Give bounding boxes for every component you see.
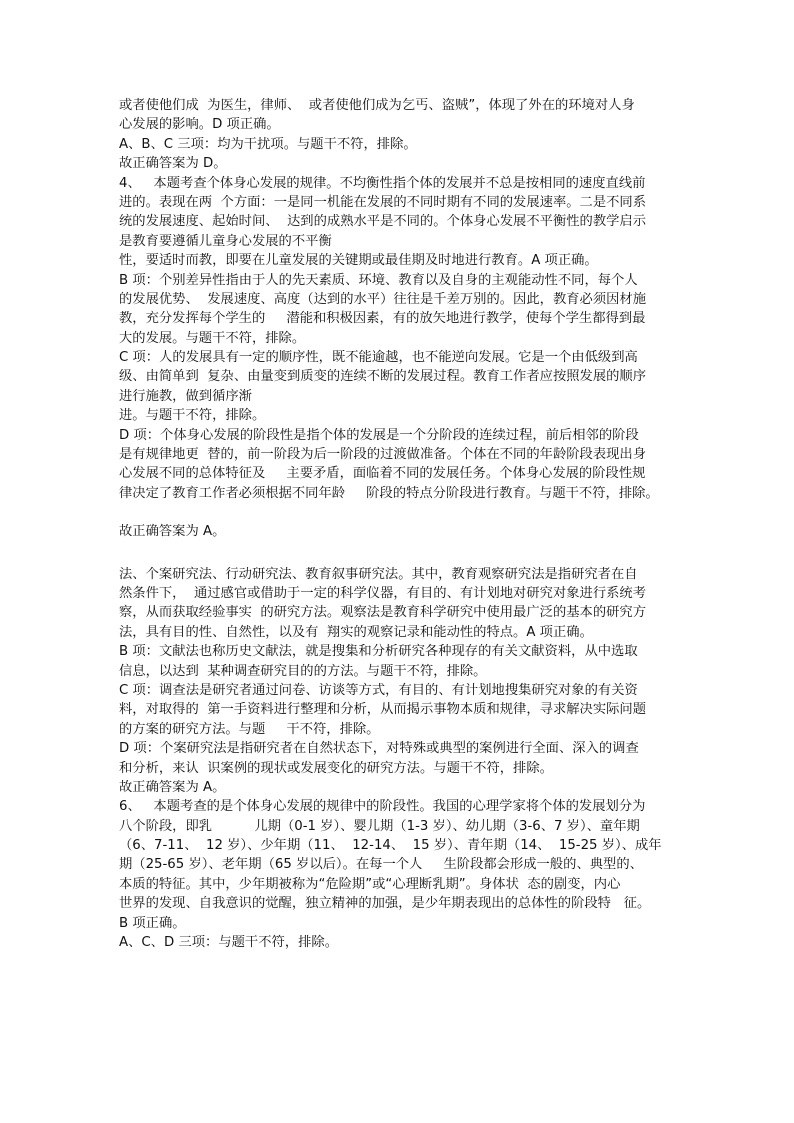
text-line: 本质的特征。其中，少年期被称为“危险期”或“心理断乳期”。身体状 态的剧变，内心	[119, 876, 621, 892]
text-line: 是教育要遵循儿童身心发展的不平衡	[119, 233, 332, 249]
text-line: 大的发展。与题干不符，排除。	[119, 330, 306, 346]
text-line: 心发展的影响。D 项正确。	[119, 117, 280, 133]
text-line: 察，从而获取经验事实 的研究方法。观察法是教育科学研究中使用最广泛的基本的研究方	[119, 605, 647, 621]
text-line: 的方案的研究方法。与题 干不符，排除。	[119, 721, 380, 737]
blank-line	[119, 503, 689, 522]
text-line: 信息，以达到 某种调查研究目的的方法。与题干不符，排除。	[119, 663, 487, 679]
text-line: D 项：个体身心发展的阶段性是指个体的发展是一个分阶段的连续过程，前后相邻的阶段	[119, 427, 639, 443]
text-line: 性，要适时而教，即要在儿童发展的关键期或最佳期及时地进行教育。A 项正确。	[119, 253, 598, 269]
text-line: 是有规律地更 替的，前一阶段为后一阶段的过渡做准备。个体在不同的年龄阶段表现出身	[119, 447, 647, 463]
text-line: 法，具有目的性、自然性，以及有 翔实的观察记录和能动性的特点。A 项正确。	[119, 624, 593, 640]
text-line: D 项：个案研究法是指研究者在自然状态下，对特殊或典型的案例进行全面、深入的调查	[119, 741, 639, 757]
text-line: 然条件下， 通过感官或借助于一定的科学仪器，有目的、有计划地对研究对象进行系统考	[119, 585, 647, 601]
text-line: 4、 本题考查个体身心发展的规律。不均衡性指个体的发展并不总是按相同的速度直线前	[119, 175, 646, 191]
text-line: B 项：个别差异性指由于人的先天素质、环境、教育以及自身的主观能动性不同，每个人	[119, 272, 638, 288]
text-line: 心发展不同的总体特征及 主要矛盾，面临着不同的发展任务。个体身心发展的阶段性规	[119, 466, 646, 482]
text-line: 和分析，来认 识案例的现状或发展变化的研究方法。与题干不符，排除。	[119, 760, 553, 776]
text-line: 进的。表现在两 个方面：一是同一机能在发展的不同时期有不同的发展速率。二是不同系	[119, 194, 647, 210]
answer-block-2	[119, 565, 689, 953]
text-line: 世界的发现、自我意识的觉醒，独立精神的加强，是少年期表现出的总体性的阶段特 征。	[119, 896, 651, 912]
answer-block-1	[119, 96, 689, 503]
text-line: 进行施教，做到循序渐	[119, 388, 252, 404]
text-line: 级、由简单到 复杂、由量变到质变的连续不断的发展过程。教育工作者应按照发展的顺序	[119, 369, 647, 385]
text-line: 故正确答案为 A。	[119, 779, 226, 795]
text-line: 期（25-65 岁）、老年期（65 岁以后）。在每一个人 生阶段都会形成一般的、典型的、	[119, 857, 643, 873]
text-line: （6、7-11、 12 岁）、少年期（11、 12-14、 15 岁）、青年期（14、 15-25 岁）、成年	[119, 838, 662, 854]
text-line: A、B、C 三项：均为干扰项。与题干不符，排除。	[119, 136, 417, 152]
text-line: 进。与题干不符，排除。	[119, 408, 266, 424]
text-line: 或者使他们成 为医生，律师、 或者使他们成为乞丐、盗贼”，体现了外在的环境对人身	[119, 98, 635, 113]
text-line: 料，对取得的 第一手资料进行整理和分析，从而揭示事物本质和规律，寻求解决实际问题	[119, 702, 647, 718]
text-line: A、C、D 三项：与题干不符，排除。	[119, 935, 339, 951]
answer-line-a: 故正确答案为 A。	[119, 524, 226, 540]
text-line: C 项：调查法是研究者通过问卷、访谈等方式，有目的、有计划地搜集研究对象的有关资	[119, 682, 638, 698]
blank-line	[119, 542, 689, 561]
text-line: 教，充分发挥每个学生的 潜能和积极因素，有的放矢地进行教学，使每个学生都得到最	[119, 311, 646, 327]
text-line: 统的发展速度、起始时间、 达到的成熟水平是不同的。个体身心发展不平衡性的教学启示	[119, 214, 647, 230]
text-line: 律决定了教育工作者必须根据不同年龄 阶段的特点分阶段进行教育。与题干不符，排除。	[119, 485, 659, 501]
text-line: C 项：人的发展具有一定的顺序性，既不能逾越，也不能逆向发展。它是一个由低级到高	[119, 350, 638, 366]
text-line: 法、个案研究法、行动研究法、教育叙事研究法。其中，教育观察研究法是指研究者在自	[119, 566, 638, 582]
text-line: 八个阶段，即乳 儿期（0-1 岁）、婴儿期（1-3 岁）、幼儿期（3-6、7 岁）、童年期	[119, 818, 640, 834]
text-line: 6、 本题考查的是个体身心发展的规律中的阶段性。我国的心理学家将个体的发展划分为	[119, 799, 646, 815]
document-body	[119, 96, 689, 952]
text-line: 故正确答案为 D。	[119, 156, 227, 172]
text-line: B 项正确。	[119, 915, 186, 931]
text-line: B 项：文献法也称历史文献法，就是搜集和分析研究各种现存的有关文献资料，从中选取	[119, 644, 638, 660]
text-line: 的发展优势、 发展速度、高度（达到的水平）往往是千差万别的。因此，教育必须因材施	[119, 291, 647, 307]
